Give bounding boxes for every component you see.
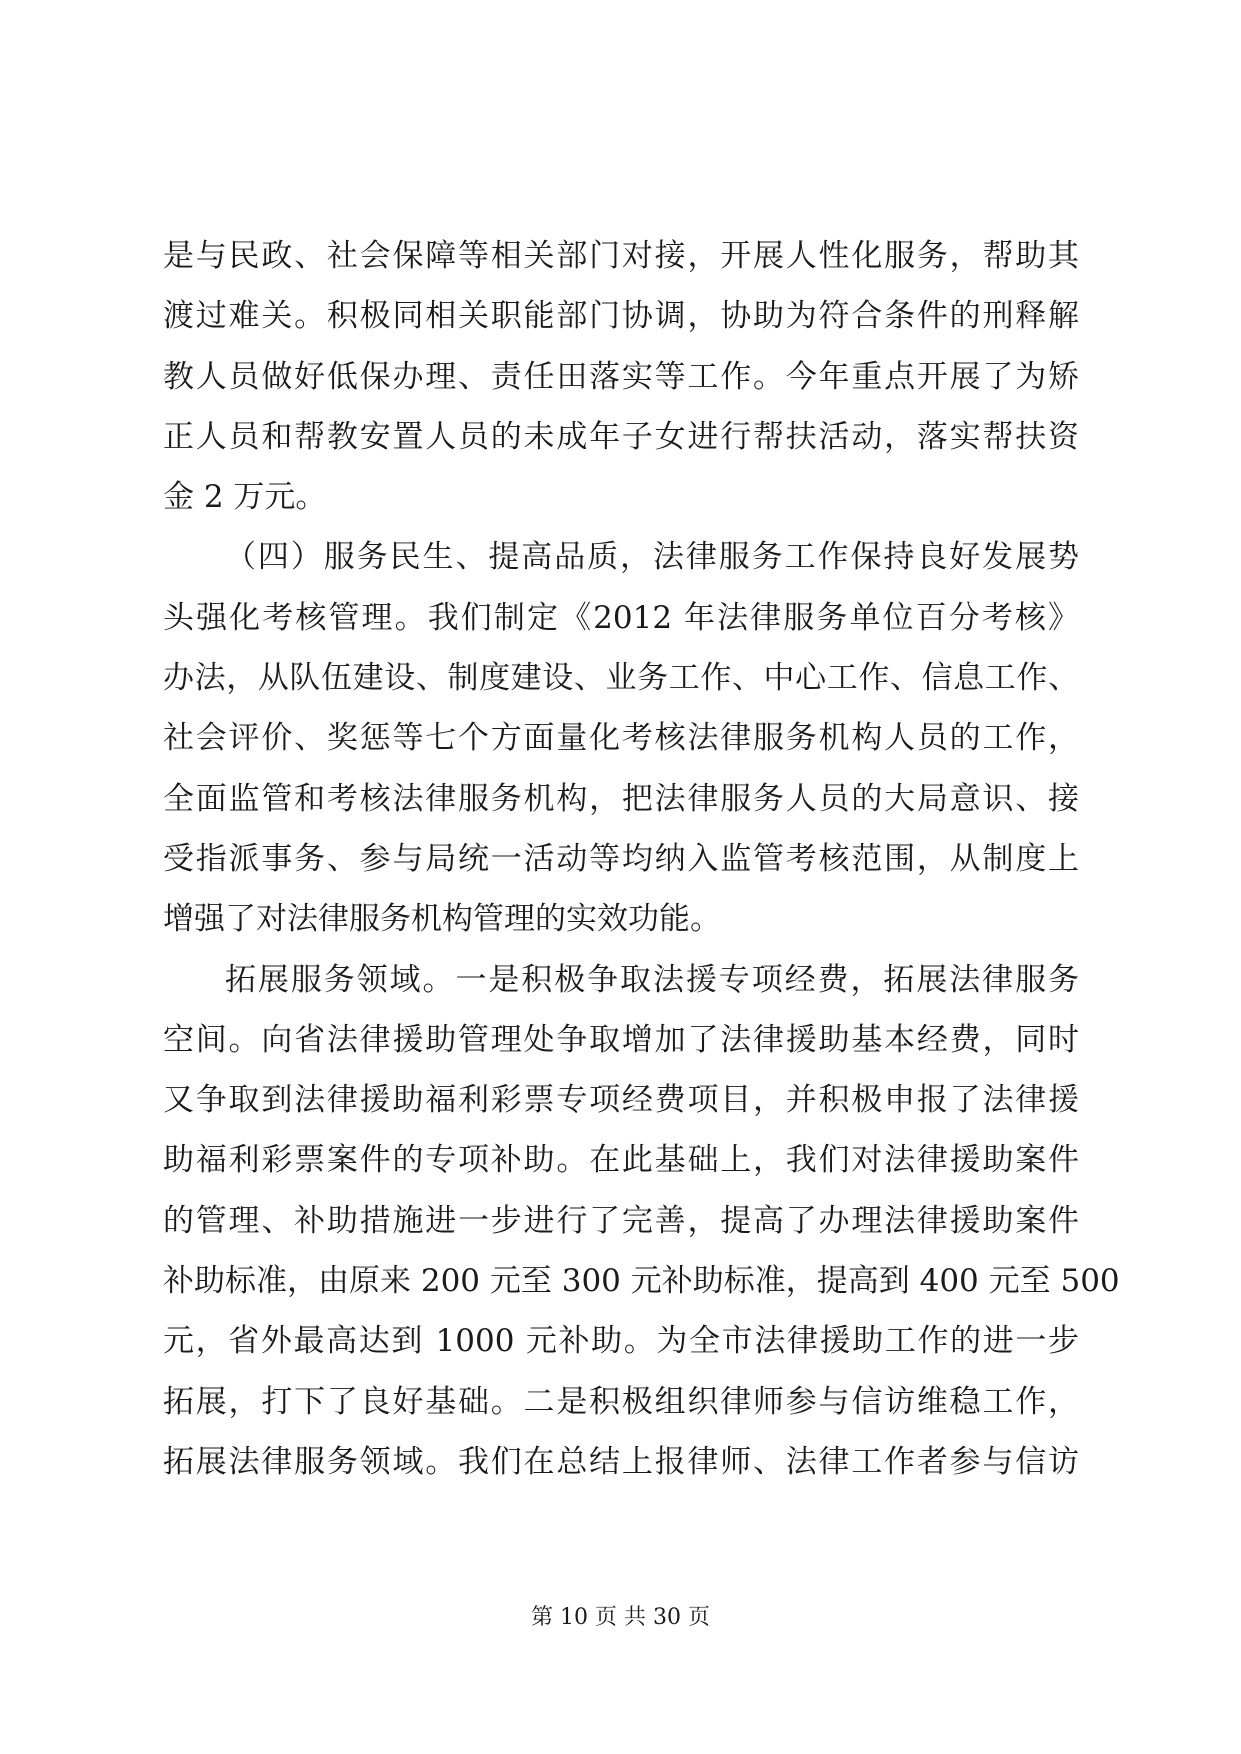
- text-line: 的管理、补助措施进一步进行了完善，提高了办理法律援助案件: [163, 1202, 1079, 1239]
- text-line: 正人员和帮教安置人员的未成年子女进行帮扶活动，落实帮扶资: [163, 418, 1079, 455]
- document-body: [163, 226, 1120, 1492]
- text-line: 拓展法律服务领域。我们在总结上报律师、法律工作者参与信访: [163, 1443, 1079, 1480]
- text-line: 空间。向省法律援助管理处争取增加了法律援助基本经费，同时: [163, 1021, 1079, 1058]
- text-line: 受指派事务、参与局统一活动等均纳入监管考核范围，从制度上: [163, 840, 1079, 877]
- text-line: 增强了对法律服务机构管理的实效功能。: [163, 901, 721, 938]
- text-line: 又争取到法律援助福利彩票专项经费项目，并积极申报了法律援: [163, 1082, 1079, 1119]
- text-line: 是与民政、社会保障等相关部门对接，开展人性化服务，帮助其: [163, 238, 1079, 274]
- page-footer: 第 10 页 共 30 页: [531, 1605, 710, 1630]
- text-line: 办法，从队伍建设、制度建设、业务工作、中心工作、信息工作、: [163, 660, 1079, 697]
- text-line: （四）服务民生、提高品质，法律服务工作保持良好发展势: [225, 539, 1079, 576]
- text-line: 拓展服务领域。一是积极争取法援专项经费，拓展法律服务: [225, 961, 1079, 998]
- text-line: 金 2 万元。: [163, 479, 327, 516]
- text-line: 补助标准，由原来 200 元至 300 元补助标准，提高到 400 元至 500: [163, 1263, 1120, 1300]
- text-line: 元，省外最高达到 1000 元补助。为全市法律援助工作的进一步: [163, 1323, 1079, 1360]
- text-line: 全面监管和考核法律服务机构，把法律服务人员的大局意识、接: [163, 780, 1079, 817]
- text-line: 教人员做好低保办理、责任田落实等工作。今年重点开展了为矫: [163, 358, 1079, 395]
- text-line: 头强化考核管理。我们制定《2012 年法律服务单位百分考核》: [163, 599, 1079, 636]
- text-line: 助福利彩票案件的专项补助。在此基础上，我们对法律援助案件: [163, 1142, 1079, 1179]
- text-line: 渡过难关。积极同相关职能部门协调，协助为符合条件的刑释解: [163, 298, 1079, 335]
- text-line: 社会评价、奖惩等七个方面量化考核法律服务机构人员的工作，: [163, 720, 1079, 757]
- text-line: 拓展，打下了良好基础。二是积极组织律师参与信访维稳工作，: [163, 1383, 1079, 1420]
